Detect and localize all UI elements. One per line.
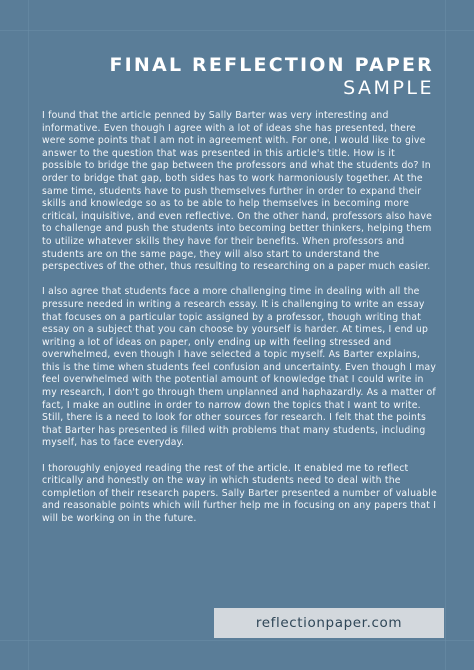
- paragraph-2: I also agree that students face a more challenging time in dealing with all the pressure needed in writing a research essay. It is challenging to write an essay that focuses on a particular topic assigned by a professor, though writing that essay on a subject that you can choose by yourself is harder. At times, I end up writing a lot of ideas on paper, only ending up with feeling stressed and overwhelmed, even though I have selected a topic myself. As Barter explains, this is the time when students feel confusion and uncertainty. Even though I may feel overwhelmed with the potential amount of knowledge that I could write in my research, I don't go through them unplanned and haphazardly. As a matter of fact, I make an outline in order to narrow down the topics that I want to write. Still, there is a need to look for other sources for research. I felt that the points that Barter has presented is filled with problems that many students, including myself, has to face everyday.: [42, 286, 437, 449]
- footer-banner[interactable]: [214, 608, 444, 638]
- paragraph-1: I found that the article penned by Sally Barter was very interesting and informative. Even though I agree with a lot of ideas she has presented, there were some points that I am not in agreement with. For one, I would like to give answer to the question that was presented in this article's title. How is it possible to bridge the gap between the professors and what the students do? In order to bridge that gap, both sides has to work harmoniously together. At the same time, students have to push themselves further in order to expand their skills and knowledge so as to be able to help themselves in becoming more critical, inquisitive, and even reflective. On the other hand, professors also have to challenge and push the students into becoming better thinkers, helping them to utilize whatever skills they have for their benefits. When professors and students are on the same page, they will also start to understand the perspectives of the other, thus resulting to researching on a paper much easier.: [42, 110, 433, 273]
- grid-line: [445, 0, 446, 670]
- title-line-1: FINAL REFLECTION PAPER: [109, 54, 434, 76]
- grid-line: [0, 640, 474, 641]
- page-title: [109, 54, 434, 100]
- essay-body: [42, 110, 437, 538]
- footer-site-link[interactable]: reflectionpaper.com: [255, 615, 403, 631]
- grid-line: [0, 30, 474, 31]
- title-line-2: SAMPLE: [343, 77, 434, 99]
- paragraph-3: I thoroughly enjoyed reading the rest of the article. It enabled me to reflect critically and honestly on the way in which students need to deal with the completion of their research papers. Sally Barter presented a number of valuable and reasonable points which will further help me in focusing on any papers that I will be working on in the future.: [42, 462, 437, 524]
- grid-line: [28, 0, 29, 670]
